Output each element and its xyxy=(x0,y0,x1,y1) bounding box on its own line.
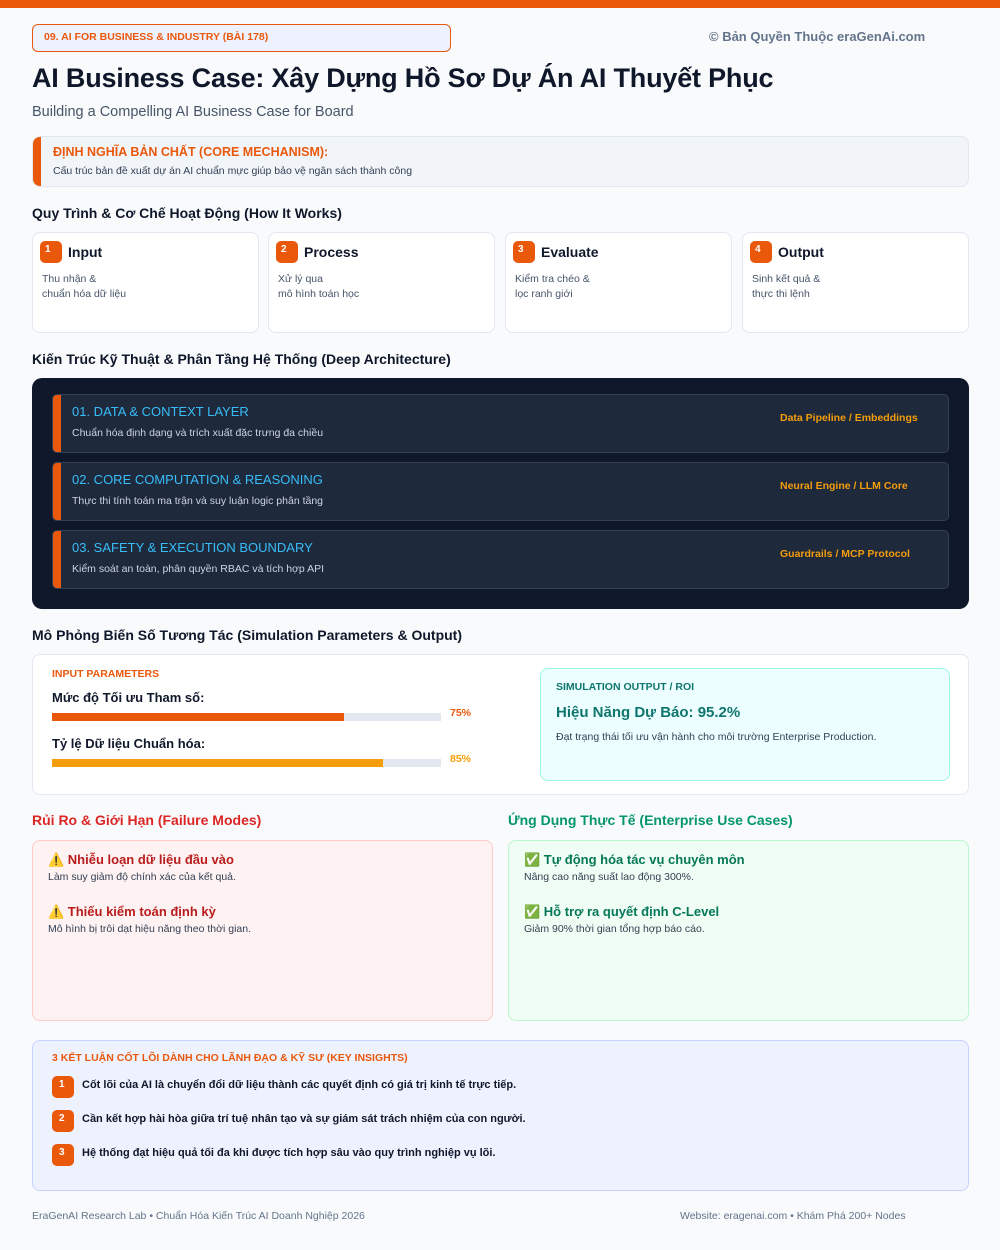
parameter-slider-fill xyxy=(52,759,383,767)
layer-accent-bar xyxy=(53,395,61,452)
step-description: Sinh kết quả & thực thi lệnh xyxy=(752,273,821,300)
risks-title: Rủi Ro & Giới Hạn (Failure Modes) xyxy=(32,812,262,828)
layer-description: Thực thi tính toán ma trận và suy luận logic phân tầng xyxy=(72,495,324,507)
layer-tag: Data Pipeline / Embeddings xyxy=(780,412,918,424)
parameter-slider-fill xyxy=(52,713,344,721)
page-subtitle: Building a Compelling AI Business Case for Board xyxy=(32,104,354,120)
step-name: Evaluate xyxy=(541,244,599,260)
insight-text: Cốt lõi của AI là chuyển đổi dữ liệu thành các quyết định có giá trị kinh tế trực tiếp. xyxy=(82,1079,517,1091)
layer-accent-bar xyxy=(53,463,61,520)
definition-heading: ĐỊNH NGHĨA BẢN CHẤT (CORE MECHANISM): xyxy=(53,145,329,159)
simulation-panel xyxy=(32,654,969,795)
definition-box xyxy=(32,136,969,187)
layer-tag: Guardrails / MCP Protocol xyxy=(780,548,910,560)
input-parameters-heading: INPUT PARAMETERS xyxy=(52,668,160,680)
step-description: Thu nhận & chuẩn hóa dữ liệu xyxy=(42,273,127,300)
use-case-desc: Nâng cao năng suất lao động 300%. xyxy=(524,871,694,883)
definition-text: Cấu trúc bản đề xuất dự án AI chuẩn mực giúp bảo vệ ngân sách thành công xyxy=(53,165,413,177)
step-number-badge: 3 xyxy=(513,241,535,263)
parameter-label: Tỷ lệ Dữ liệu Chuẩn hóa: xyxy=(52,736,206,751)
insight-number-badge: 2 xyxy=(52,1110,74,1132)
key-insights-panel xyxy=(32,1040,969,1191)
use-cases-panel xyxy=(508,840,969,1021)
footer-left: EraGenAI Research Lab • Chuẩn Hóa Kiến Trúc AI Doanh Nghiệp 2026 xyxy=(32,1210,365,1222)
category-badge: 09. AI FOR BUSINESS & INDUSTRY (BÀI 178) xyxy=(32,24,451,52)
layer-description: Chuẩn hóa định dạng và trích xuất đặc trưng đa chiều xyxy=(72,427,324,439)
simulation-output-box xyxy=(540,668,950,781)
risk-item-desc: Làm suy giảm độ chính xác của kết quả. xyxy=(48,871,236,883)
step-description: Kiểm tra chéo & lọc ranh giới xyxy=(515,273,590,300)
parameter-value: 75% xyxy=(450,707,472,719)
step-name: Output xyxy=(778,244,824,260)
insight-text: Hệ thống đạt hiệu quả tối đa khi được tích hợp sâu vào quy trình nghiệp vụ lõi. xyxy=(82,1147,496,1159)
use-case-desc: Giảm 90% thời gian tổng hợp báo cáo. xyxy=(524,923,705,935)
architecture-layer-safety xyxy=(52,530,949,589)
parameter-label: Mức độ Tối ưu Tham số: xyxy=(52,690,205,705)
step-card-process xyxy=(268,232,495,333)
parameter-slider-track[interactable] xyxy=(52,759,441,767)
insight-text: Cần kết hợp hài hòa giữa trí tuệ nhân tạo và sự giám sát trách nhiệm của con người. xyxy=(82,1113,526,1125)
use-case-title: ✅ Hỗ trợ ra quyết định C-Level xyxy=(524,904,720,919)
parameter-slider-track[interactable] xyxy=(52,713,441,721)
layer-name: 01. DATA & CONTEXT LAYER xyxy=(72,404,249,419)
risk-item-title: ⚠️ Nhiễu loạn dữ liệu đầu vào xyxy=(48,852,234,867)
step-card-input xyxy=(32,232,259,333)
step-card-output xyxy=(742,232,969,333)
parameter-value: 85% xyxy=(450,753,472,765)
top-accent-bar xyxy=(0,0,1000,8)
step-name: Process xyxy=(304,244,359,260)
step-card-evaluate xyxy=(505,232,732,333)
layer-description: Kiểm soát an toàn, phân quyền RBAC và tích hợp API xyxy=(72,563,325,575)
output-heading: SIMULATION OUTPUT / ROI xyxy=(556,681,695,693)
architecture-layer-core xyxy=(52,462,949,521)
simulation-title: Mô Phỏng Biến Số Tương Tác (Simulation Parameters & Output) xyxy=(32,627,463,643)
insight-number-badge: 1 xyxy=(52,1076,74,1098)
page-title: AI Business Case: Xây Dựng Hồ Sơ Dự Án AI Thuyết Phục xyxy=(32,63,774,93)
architecture-title: Kiến Trúc Kỹ Thuật & Phân Tầng Hệ Thống (Deep Architecture) xyxy=(32,351,451,367)
layer-accent-bar xyxy=(53,531,61,588)
use-case-title: ✅ Tự động hóa tác vụ chuyên môn xyxy=(524,852,745,867)
output-value: Hiệu Năng Dự Báo: 95.2% xyxy=(556,704,741,721)
insights-heading: 3 KẾT LUẬN CỐT LÕI DÀNH CHO LÃNH ĐẠO & KỸ SƯ (KEY INSIGHTS) xyxy=(52,1052,408,1064)
step-description: Xử lý qua mô hình toán học xyxy=(278,273,360,300)
layer-name: 02. CORE COMPUTATION & REASONING xyxy=(72,472,323,487)
copyright-notice: © Bản Quyền Thuộc eraGenAi.com xyxy=(709,29,926,44)
footer-right: Website: eragenai.com • Khám Phá 200+ Nodes xyxy=(680,1210,906,1222)
step-name: Input xyxy=(68,244,103,260)
output-description: Đạt trạng thái tối ưu vận hành cho môi trường Enterprise Production. xyxy=(556,731,877,743)
insight-number-badge: 3 xyxy=(52,1144,74,1166)
risk-item-desc: Mô hình bị trôi dạt hiệu năng theo thời gian. xyxy=(48,923,252,935)
architecture-layer-data xyxy=(52,394,949,453)
layer-name: 03. SAFETY & EXECUTION BOUNDARY xyxy=(72,540,313,555)
architecture-panel xyxy=(32,378,969,609)
step-number-badge: 1 xyxy=(40,241,62,263)
step-number-badge: 2 xyxy=(276,241,298,263)
layer-tag: Neural Engine / LLM Core xyxy=(780,480,908,492)
step-number-badge: 4 xyxy=(750,241,772,263)
how-it-works-title: Quy Trình & Cơ Chế Hoạt Động (How It Works) xyxy=(32,205,342,221)
risk-item-title: ⚠️ Thiếu kiểm toán định kỳ xyxy=(48,904,216,919)
risks-panel xyxy=(32,840,493,1021)
definition-accent-bar xyxy=(33,137,41,186)
use-cases-title: Ứng Dụng Thực Tế (Enterprise Use Cases) xyxy=(508,812,793,828)
